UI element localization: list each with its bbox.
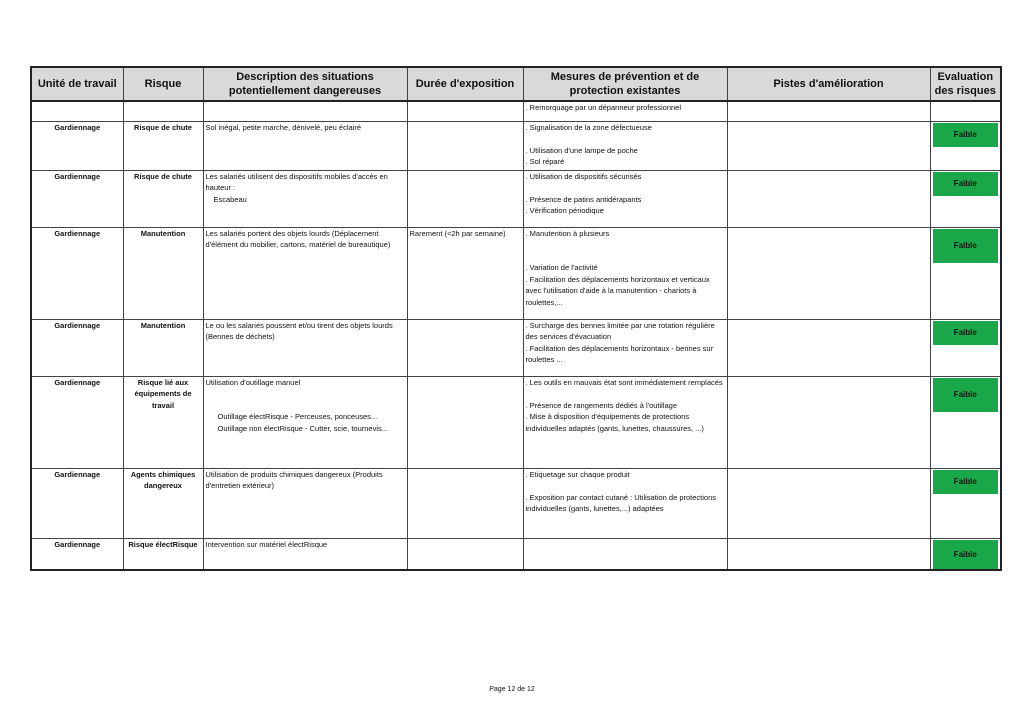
description-line: Intervention sur matériel électRisque — [205, 539, 328, 549]
cell-improvements — [727, 538, 930, 570]
evaluation-badge: Faible — [933, 123, 999, 147]
table-row — [31, 538, 1001, 570]
cell-measures — [523, 227, 727, 319]
cell-risk — [123, 101, 203, 121]
measure-line: . Facilitation des déplacements horizontaux - bennes sur roulettes ... — [525, 343, 714, 364]
cell-improvements — [727, 227, 930, 319]
measure-line: . Manutention à plusieurs — [525, 228, 610, 238]
page-number: Page 12 de 12 — [489, 686, 535, 693]
cell-measures — [523, 319, 727, 376]
cell-risk: Risque électRisque — [123, 538, 203, 570]
description-line: Les salariés utilisent des dispositifs mobiles d'accès en hauteur : — [205, 171, 388, 192]
cell-duration — [407, 468, 523, 538]
cell-measures — [523, 101, 727, 121]
cell-evaluation — [930, 101, 1001, 121]
header-duration: Durée d'exposition — [407, 67, 523, 101]
cell-unit: Gardiennage — [31, 376, 123, 468]
description-line: Les salariés portent des objets lourds (Déplacement d'élément du mobilier, cartons, matériel de bureautique) — [205, 228, 391, 249]
header-unit: Unité de travail — [31, 67, 123, 101]
cell-measures — [523, 376, 727, 468]
cell-description — [203, 468, 407, 538]
cell-measures — [523, 538, 727, 570]
table-row — [31, 468, 1001, 538]
cell-evaluation — [930, 538, 1001, 570]
measure-line: . Présence de patins antidérapants — [525, 194, 642, 204]
cell-description — [203, 376, 407, 468]
cell-risk: Risque de chute — [123, 121, 203, 170]
description-line: Sol inégal, petite marche, dénivelé, peu éclairé — [205, 122, 362, 132]
description-line: Outillage non électRisque - Cutter, scie, tournevis... — [217, 423, 389, 433]
cell-improvements — [727, 121, 930, 170]
evaluation-badge: Faible — [933, 229, 999, 263]
table-row — [31, 170, 1001, 227]
cell-risk: Agents chimiques dangereux — [123, 468, 203, 538]
measure-line: . Mise à disposition d'équipements de protections individuelles adaptés (gants, lunettes, chaussures, ...) — [525, 412, 704, 433]
table-row — [31, 121, 1001, 170]
cell-unit: Gardiennage — [31, 319, 123, 376]
cell-unit: Gardiennage — [31, 468, 123, 538]
header-description: Description des situations potentiellement dangereuses — [203, 67, 407, 101]
cell-risk: Manutention — [123, 319, 203, 376]
header-improvements: Pistes d'amélioration — [727, 67, 930, 101]
header-risk: Risque — [123, 67, 203, 101]
table-row-continuation — [31, 101, 1001, 121]
cell-measures — [523, 121, 727, 170]
header-evaluation: Evaluation des risques — [930, 67, 1001, 101]
description-line: Outillage électRisque - Perceuses, ponceuses... — [217, 412, 378, 421]
cell-duration — [407, 121, 523, 170]
evaluation-badge: Faible — [933, 378, 999, 412]
risk-assessment-table — [30, 66, 1002, 571]
cell-improvements — [727, 376, 930, 468]
description-line: Escabeau — [213, 194, 247, 204]
cell-unit: Gardiennage — [31, 227, 123, 319]
measure-line: . Surcharge des bennes limitée par une rotation régulière des services d'évacuation — [525, 320, 715, 341]
cell-measures — [523, 468, 727, 538]
measure-line: . Variation de l'activité — [525, 263, 598, 272]
measure-line: . Signalisation de la zone défectueuse — [525, 122, 652, 132]
cell-duration — [407, 319, 523, 376]
cell-duration: Rarement (<2h par semaine) — [407, 227, 523, 319]
measure-line: . Présence de rangements dédiés à l'outillage — [525, 400, 678, 410]
cell-risk: Risque de chute — [123, 170, 203, 227]
cell-evaluation — [930, 319, 1001, 376]
cell-duration — [407, 170, 523, 227]
cell-evaluation — [930, 227, 1001, 319]
measure-line: . Les outils en mauvais état sont immédiatement remplacés — [525, 377, 723, 387]
table-row — [31, 376, 1001, 468]
description-line: Utilisation de produits chimiques dangereux (Produits d'entretien extérieur) — [205, 469, 383, 490]
measure-line: . Sol réparé — [525, 157, 565, 166]
cell-duration — [407, 101, 523, 121]
cell-evaluation — [930, 376, 1001, 468]
cell-evaluation — [930, 468, 1001, 538]
cell-duration — [407, 538, 523, 570]
cell-description — [203, 319, 407, 376]
measure-line: . Exposition par contact cutané : Utilisation de protections individuelles (gants, lunettes,...) adaptées — [525, 492, 717, 513]
measure-line: . Vérification périodique — [525, 206, 604, 215]
cell-description — [203, 227, 407, 319]
evaluation-badge: Faible — [933, 172, 999, 196]
cell-unit: Gardiennage — [31, 170, 123, 227]
evaluation-badge: Faible — [933, 470, 999, 494]
header-measures: Mesures de prévention et de protection existantes — [523, 67, 727, 101]
table-row — [31, 319, 1001, 376]
cell-unit: Gardiennage — [31, 538, 123, 570]
evaluation-badge: Faible — [933, 321, 999, 345]
measure-line: . Etiquetage sur chaque produit — [525, 469, 630, 479]
cell-unit: Gardiennage — [31, 121, 123, 170]
description-line: Utilisation d'outillage manuel — [205, 377, 301, 387]
cell-risk: Risque lié aux équipements de travail — [123, 376, 203, 468]
cell-improvements — [727, 468, 930, 538]
description-line: Le ou les salariés poussent et/ou tirent des objets lourds (Bennes de déchets) — [205, 320, 393, 341]
cell-measures — [523, 170, 727, 227]
measure-line: . Remorquage par un dépanneur professionnel — [525, 103, 682, 112]
measure-line: . Utilisation de dispositifs sécurisés — [525, 171, 642, 181]
evaluation-badge: Faible — [933, 540, 999, 569]
cell-description — [203, 170, 407, 227]
cell-improvements — [727, 101, 930, 121]
cell-evaluation — [930, 121, 1001, 170]
cell-unit — [31, 101, 123, 121]
cell-description — [203, 101, 407, 121]
header-row — [31, 67, 1001, 101]
measure-line: . Utilisation d'une lampe de poche — [525, 145, 638, 155]
cell-risk: Manutention — [123, 227, 203, 319]
measure-line: . Facilitation des déplacements horizontaux et verticaux avec l'utilisation d'aide à la manutention - chariots à roulettes,... — [525, 274, 710, 307]
cell-duration — [407, 376, 523, 468]
cell-description — [203, 538, 407, 570]
cell-improvements — [727, 319, 930, 376]
cell-description — [203, 121, 407, 170]
cell-improvements — [727, 170, 930, 227]
table-row — [31, 227, 1001, 319]
cell-evaluation — [930, 170, 1001, 227]
